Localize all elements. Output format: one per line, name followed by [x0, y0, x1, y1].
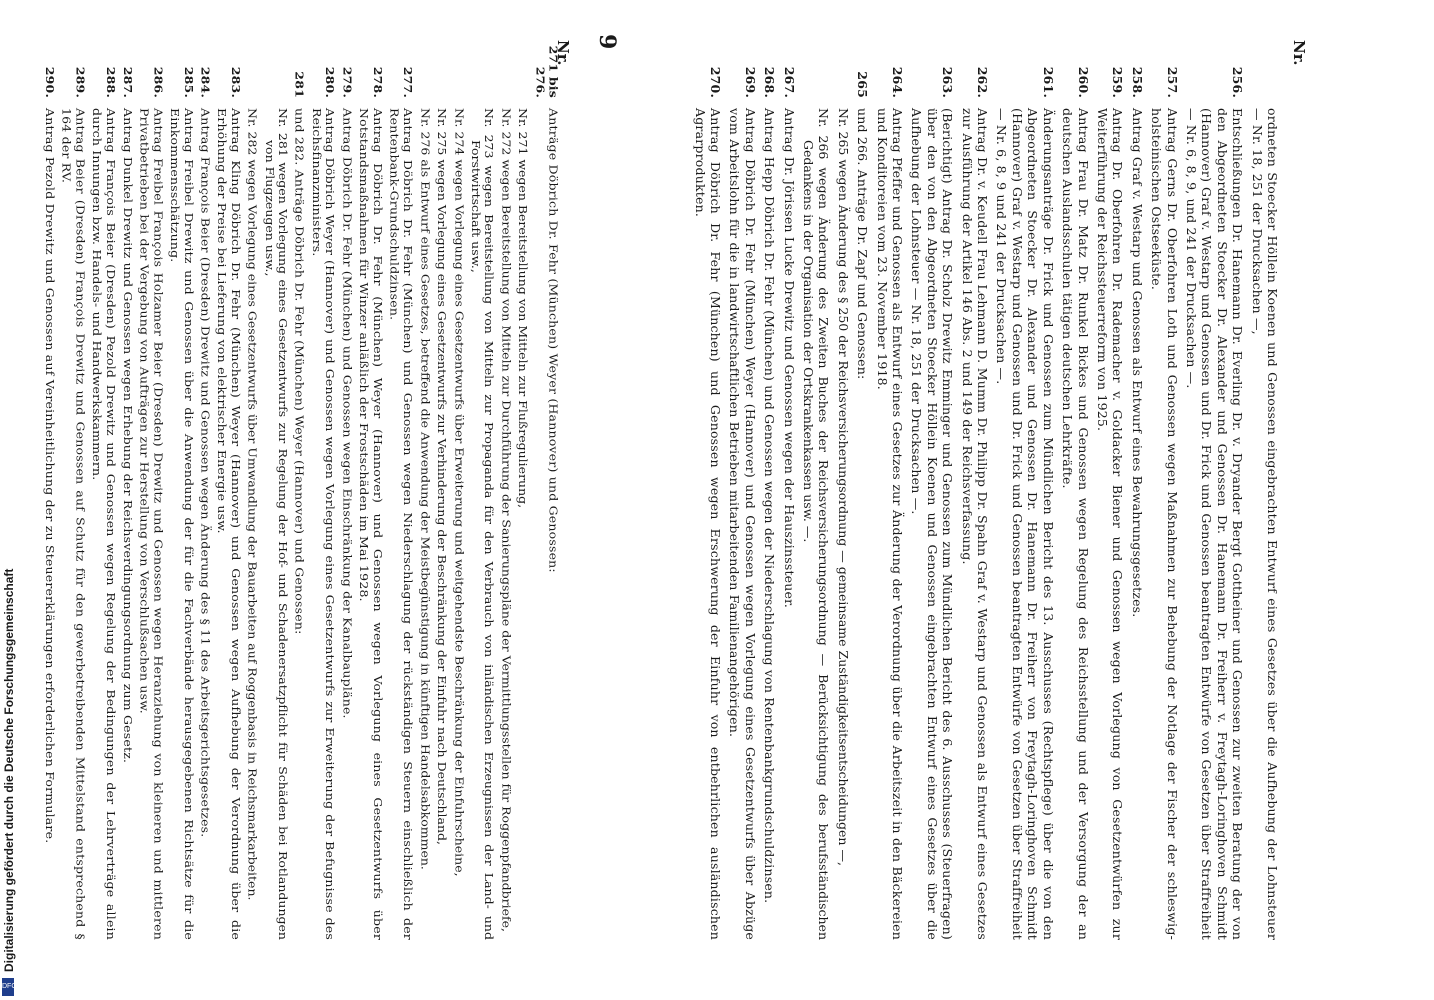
entry [293, 40, 306, 940]
entry-text: Antrag Dunkel Drewitz und Genossen wegen Erhebung der Reichsverdingungsordnung zum Gesetz. [121, 108, 135, 764]
entry-text: Antrag Dr. v. Keudell Frau Lehmann D. Mumm Dr. Philipp Dr. Spahn Graf v. Westarp und Genossen als Entwurf eines Gesetzes zur Ausführung der Artikel 146 Abs. 2 und 149 der Reichsverfassung. [959, 108, 991, 940]
entry-text: Antrag Freibel Drewitz und Genossen über die Anwendung der für die Fachverbände herausgegebenen Richtsätze für die Einkommensschätzung. [168, 108, 195, 940]
entry-number: 258. [1129, 66, 1145, 98]
entry-number: 289. [73, 66, 87, 98]
entry-text: Anträge Döbrich Dr. Fehr (München) Weyer (Hannover) und Genossen: [546, 108, 560, 573]
left-column-entries [688, 40, 1280, 940]
entry [959, 40, 990, 940]
entry [692, 40, 723, 940]
entry [1249, 40, 1280, 940]
entry-text: Antrag Pezold Drewitz und Genossen auf Vereinheitlichung der zu Steuererklärungen erforderlichen Formulare. [43, 108, 57, 844]
entry-text: Entschließungen Dr. Hanemann Dr. Everling Dr. v. Dryander Bergt Gottheiner und Genossen zur zweiten Beratung der von den Abgeordneten Stoecker Dr. Alexander und Genossen Dr. Hanemann Dr. Freiherr v. Freytagh-Loringhoven Schmidt (Hannover) Graf v. Westarp und Genossen und Dr. Frick und Genossen beantragten Entwürfe von Gesetzen über Straffreiheit — Nr. 6, 8, 9, und 241 der Drucksachen —. [1183, 108, 1246, 940]
entry [60, 40, 87, 940]
entry [1184, 40, 1246, 940]
entry-number: 290. [43, 66, 57, 98]
entry-number: 260. [1075, 66, 1091, 98]
entry-text: Antrag Hepp Döbrich Dr. Fehr (München) und Genossen wegen der Niederschlagung von Rentenbankgrundschuldzinsen. [762, 108, 778, 904]
entry-number: 264. [890, 66, 906, 98]
entry-text: Antrag François Beier (Dresden) Drewitz und Genossen wegen Änderung des § 11 des Arbeitsgerichtsgesetzes. [198, 108, 212, 838]
entry-text: Antrag Döbrich Dr. Fehr (München) und Genossen wegen Niederschlagung der rückständigen Steuern einschließlich der Rentenbank-Grundschuldzinsen. [388, 108, 415, 940]
entry-number: 279. [340, 66, 354, 98]
entry-number: 257. [1164, 66, 1180, 98]
entry-text: Antrag Döbrich Weyer (Hannover) und Genossen wegen Vorlegung eines Gesetzentwurfs zur Erweiterung der Befugnisse des Reichsfinanzministers. [310, 108, 337, 940]
dfg-logo-icon: DFG [2, 978, 14, 996]
entry-number: 281 [293, 71, 307, 98]
entry [198, 40, 211, 940]
entry [874, 40, 905, 940]
entry [168, 40, 195, 940]
entry-number: 278. [371, 66, 385, 98]
sub-entry: Nr. 273 wegen Bereitstellung von Mitteln zur Propaganda für den Verbrauch von inländischen Erzeugnissen der Land- und Forstwirtschaft usw., [469, 108, 496, 940]
entry-text: Antrag Pfeffer und Genossen als Entwurf eines Gesetzes zur Änderung der Verordnung über die Arbeitszeit in den Bäckereien und Konditoreien vom 23. November 1918. [874, 108, 906, 940]
entry [1149, 40, 1180, 940]
entry-text: Antrag Frau Dr. Matz Dr. Runkel Bickes und Genossen wegen Regelung des Reichsstellung und der Versorgung der an deutschen Auslandsschulen tätigen deutschen Lehrkräfte. [1060, 108, 1091, 940]
sub-entry: Nr. 274 wegen Vorlegung eines Gesetzentwurfs über Erweiterung und weitgehendste Beschränkung der Einfuhrscheine, [452, 108, 466, 877]
entry-text: Antrag Gerns Dr. Oberfohren Loth und Genossen wegen Maßnahmen zur Behebung der Notlage der Fischer der schleswig-holsteinischen Ostseeküste. [1149, 108, 1180, 940]
sub-entry: Nr. 282 wegen Vorlegung eines Gesetzentwurfs über Umwandlung der Bauarbeiten auf Roggenbasis in Reichsmarkarbeiten. [246, 108, 260, 901]
entry-text: Änderungsanträge Dr. Frick und Genossen zum Mündlichen Bericht des 13. Ausschusses (Rechtspflege) über die von den Abgeordneten Stoecker Dr. Alexander und Genossen Dr. Hanemann Dr. Freiherr von Freytagh-Loringhoven Schmidt (Hannover) Graf v. Westarp und Genossen und Dr. Frick und Genossen beantragten Entwürfe von Gesetzen über Straffreiheit — Nr. 6, 8, 9 und 241 der Drucksachen —. [994, 108, 1056, 940]
sub-entry: Nr. 275 wegen Vorlegung eines Gesetzentwurfs zur Verhinderung der Beschränkung der Einfuhr nach Deutschland, [435, 108, 449, 846]
digitization-credit: Digitalisierung gefördert durch die Deutsche Forschungsgemeinschaft [2, 568, 16, 972]
entry [310, 40, 337, 940]
entry-text: und 266. Anträge Dr. Zapf und Genossen: [855, 108, 871, 380]
entry [994, 40, 1056, 940]
entry-number: 262. [975, 66, 991, 98]
entry [388, 40, 415, 940]
entry-text: Antrag Döbrich Dr. Fehr (München) und Genossen wegen Erschwerung der Einfuhr von entbehrlichen ausländischen Agrarprodukten. [692, 108, 723, 940]
entry-text: Antrag Döbrich Dr. Fehr (München) Weyer (Hannover) und Genossen wegen Vorlegung eines Gesetzentwurfs über Abzüge vom Arbeitslohn für die in landwirtschaftlichen Betrieben mitarbeitenden Familienangehörigen. [727, 108, 758, 940]
entry-number: 284. [198, 66, 212, 98]
entry-number: 265 [855, 71, 871, 98]
page-number: 9 [594, 34, 620, 50]
entry [533, 40, 560, 940]
entry-text: (Berichtigt) Antrag Dr. Scholz Drewitz Emminger und Genossen zum Mündlichen Bericht des 6. Ausschusses (Steuerfragen) über den von den Abgeordneten Stoecker Höllein Koenen und Genossen eingebrachten Entwurf eines Gesetzes über die Aufhebung der Lohnsteuer — Nr. 18, 251 der Drucksachen —. [909, 108, 956, 940]
entry [215, 40, 242, 940]
column-header-right: Nr. [554, 40, 572, 66]
entry-number: 280. [323, 66, 337, 98]
entry [1095, 40, 1126, 940]
entry-number: 263. [940, 66, 956, 98]
entry-number: 287. [121, 66, 135, 98]
sub-entry: Nr. 276 als Entwurf eines Gesetzes, betreffend die Anwendung der Meistbegünstigung in künftigen Handelsabkommen. [418, 108, 432, 870]
entry [762, 40, 777, 940]
entry-number: 277. [401, 66, 415, 98]
entry-number: 286. [151, 66, 165, 98]
entry-number: 268. [762, 66, 778, 98]
entry-number: 259. [1110, 66, 1126, 98]
entry-text: Antrag Döbrich Dr. Fehr (München) Weyer (Hannover) und Genossen wegen Vorlegung eines Gesetzentwurfs über Notstandsmaßnahmen für Winzer anläßlich der Frostschäden im Mai 1928. [357, 108, 385, 940]
entry [1129, 40, 1144, 940]
entry-text: und 282. Anträge Döbrich Dr. Fehr (München) Weyer (Hannover) und Genossen: [293, 108, 307, 635]
sub-entry: Nr. 272 wegen Bereitstellung von Mitteln zur Durchführung der Sanierungspläne der Vermittlungsstellen für Roggenpfandbriefe, [499, 108, 513, 933]
entry-number: 283. [229, 66, 243, 98]
entry [909, 40, 955, 940]
entry [727, 40, 758, 940]
column-header-left: Nr. [1290, 40, 1308, 66]
sub-entry: Nr. 266 wegen Änderung des Zweiten Buches der Reichsversicherungsordnung — Berücksichtigung des berufsständischen Gedankens in der Organisation der Ortskrankenkassen usw. —. [801, 108, 832, 940]
entry-number: 267. [781, 66, 797, 98]
entry [121, 40, 134, 940]
entry [781, 40, 796, 940]
entry [90, 40, 117, 940]
entry [340, 40, 353, 940]
entry-number: 285. [181, 66, 195, 98]
entry [43, 40, 56, 940]
sub-entry: Nr. 281 wegen Vorlegung eines Gesetzentwurfs zur Regelung der Hof- und Schadenersatzpflicht für Schäden bei Rotlandungen von Flugzeugen usw., [263, 108, 290, 940]
sub-entry: Nr. 265 wegen Änderung des § 250 der Reichsversicherungsordnung — gemeinsame Zuständigkeitsentscheidungen —, [835, 108, 851, 866]
entry-text: ordneten Stoecker Höllein Koenen und Genossen eingebrachten Entwurf eines Gesetzes über die Aufhebung der Lohnsteuer — Nr. 18, 251 der Drucksachen —, [1249, 108, 1280, 940]
entry [357, 40, 384, 940]
entry-number: 288. [104, 66, 118, 98]
entry-text: Antrag Graf v. Westarp und Genossen als Entwurf eines Bewahrungsgesetzes. [1129, 108, 1145, 618]
entry-number: 269. [742, 66, 758, 98]
sub-entry: Nr. 271 wegen Bereitstellung von Mitteln zur Flußregulierung, [516, 108, 530, 509]
entry-number: 271 bis 276. [533, 45, 560, 98]
entry-number: 270. [708, 66, 723, 98]
entry-text: Antrag François Beier (Dresden) Pezold Drewitz und Genossen wegen Regelung der Bedingungen der Lehrverträge allein durch Innungen bzw. Handels- und Handwerkskammern. [90, 108, 118, 940]
entry-text: Antrag Dr. Oberfohren Dr. Rademacher v. Goldacker Biener und Genossen wegen Vorlegung von Gesetzentwürfen zur Weiterführung der Reichssteuerreform von 1925. [1094, 108, 1126, 940]
right-column-entries [40, 40, 560, 940]
entry [855, 40, 870, 940]
entry-text: Antrag Dr. Jörissen Lucke Drewitz und Genossen wegen der Hauszinssteuer. [781, 108, 797, 609]
entry-number: 261. [1040, 66, 1056, 98]
entry-text: Antrag Kling Döbrich Dr. Fehr (München) Weyer (Hannover) und Genossen wegen Aufhebung der Verordnung über die Erhöhung der Preise bei Lieferung von elektrischer Energie usw. [215, 108, 243, 940]
entry-text: Antrag Döbrich Dr. Fehr (München) und Genossen wegen Einschränkung der Kanalbaupläne. [340, 108, 354, 719]
entry [138, 40, 165, 940]
entry [1060, 40, 1091, 940]
entry-number [1249, 40, 1280, 108]
entry-number: 256. [1230, 66, 1246, 98]
entry-text: Antrag Beier (Dresden) François Drewitz und Genossen auf Schutz für den gewerbetreibenden Mittelstand entsprechend § 164 der RV. [60, 108, 87, 940]
entry-text: Antrag Freibel François Holzamer Beier (Dresden) Drewitz und Genossen wegen Heranziehung von kleineren und mittleren Privatbetrieben bei der Vergebung von Aufträgen zur Herstellung von Verschlußsachen usw. [138, 108, 165, 940]
